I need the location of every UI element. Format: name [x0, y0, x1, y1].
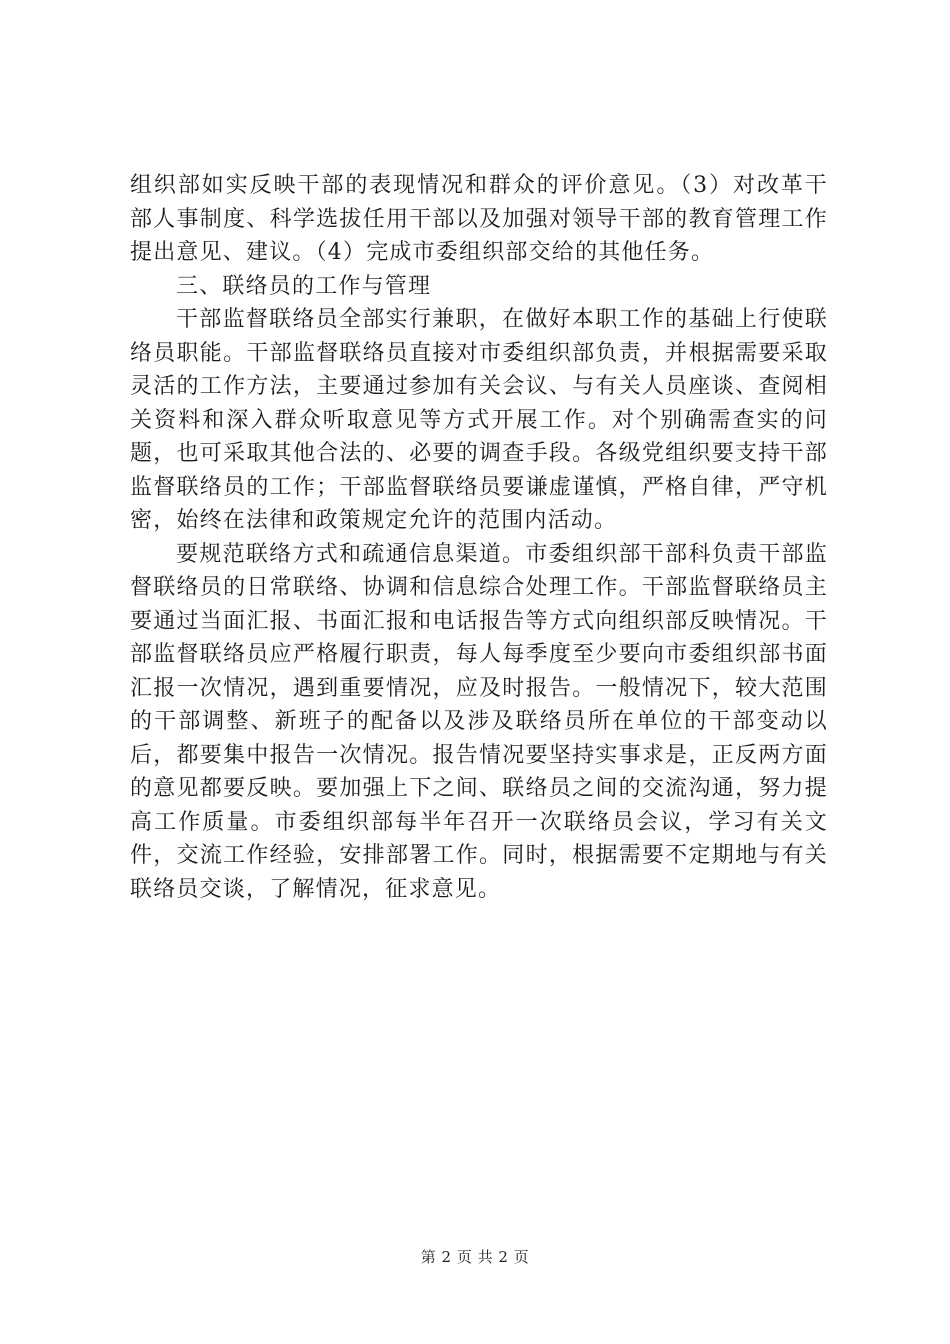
document-body [130, 169, 828, 906]
paragraph-duties-continued: 组织部如实反映干部的表现情况和群众的评价意见。（3）对改革干部人事制度、科学选拔任用干部以及加强对领导干部的教育管理工作提出意见、建议。（4）完成市委组织部交给的其他任务。 [130, 173, 828, 265]
page-footer: 第 2 页 共 2 页 [420, 1248, 530, 1266]
paragraph-part-time-role: 干部监督联络员全部实行兼职，在做好本职工作的基础上行使联络员职能。干部监督联络员直接对市委组织部负责，并根据需要采取灵活的工作方法，主要通过参加有关会议、与有关人员座谈、查阅相关资料和深入群众听取意见等方式开展工作。对个别确需查实的问题，也可采取其他合法的、必要的调查手段。各级党组织要支持干部监督联络员的工作；干部监督联络员要谦虚谨慎，严格自律，严守机密，始终在法律和政策规定允许的范围内活动。 [130, 307, 828, 533]
section-heading-3: 三、联络员的工作与管理 [176, 273, 432, 299]
paragraph-liaison-channels: 要规范联络方式和疏通信息渠道。市委组织部干部科负责干部监督联络员的日常联络、协调和信息综合处理工作。干部监督联络员主要通过当面汇报、书面汇报和电话报告等方式向组织部反映情况。干部监督联络员应严格履行职责，每人每季度至少要向市委组织部书面汇报一次情况，遇到重要情况，应及时报告。一般情况下，较大范围的干部调整、新班子的配备以及涉及联络员所在单位的干部变动以后，都要集中报告一次情况。报告情况要坚持实事求是，正反两方面的意见都要反映。要加强上下之间、联络员之间的交流沟通，努力提高工作质量。市委组织部每半年召开一次联络员会议，学习有关文件，交流工作经验，安排部署工作。同时，根据需要不定期地与有关联络员交谈，了解情况，征求意见。 [130, 541, 828, 902]
